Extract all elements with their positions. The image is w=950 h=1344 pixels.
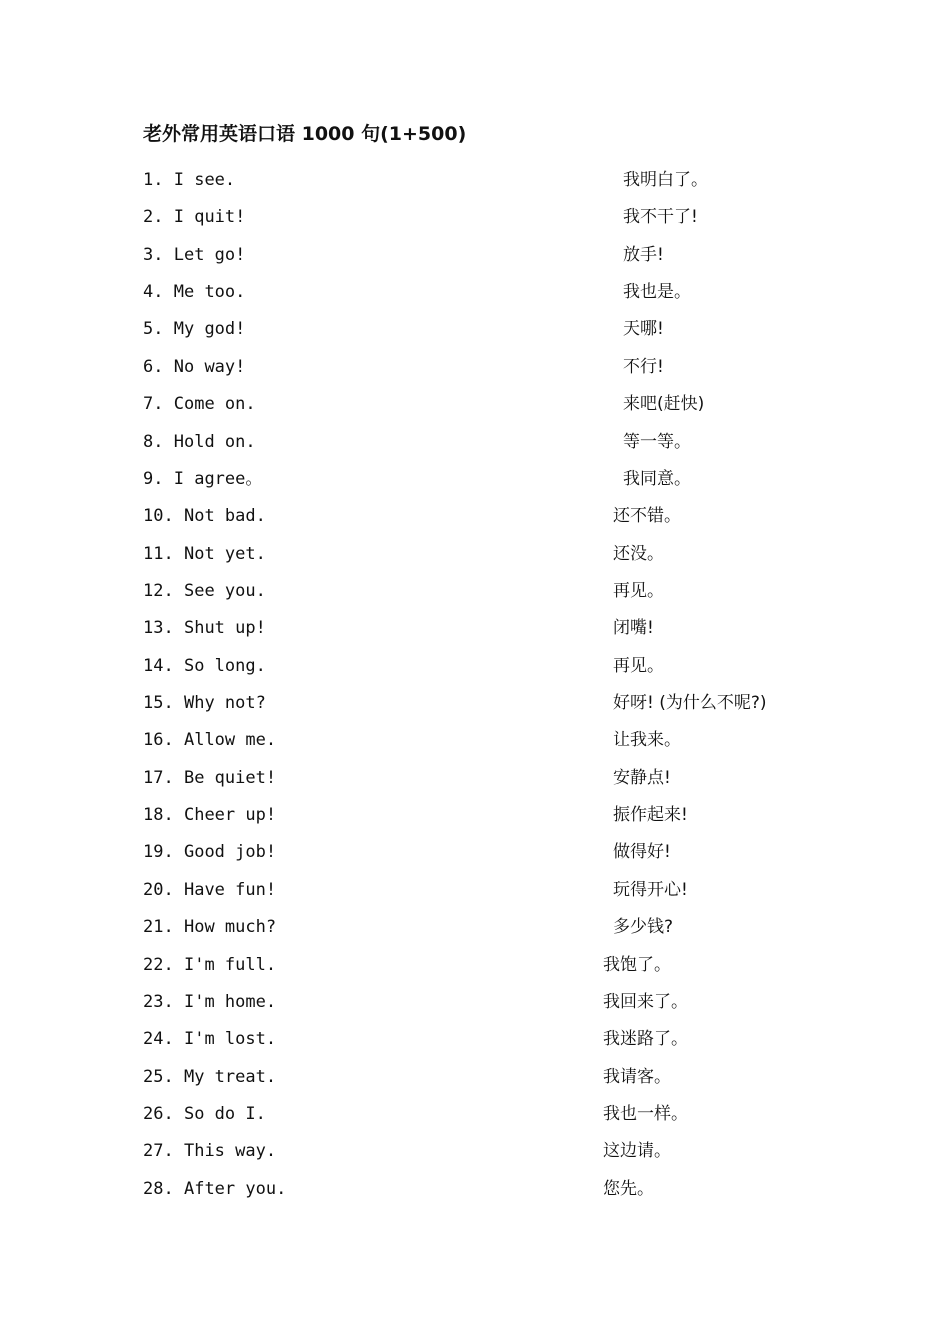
- phrase-english: [143, 1021, 276, 1058]
- phrase-chinese: 这边请。: [603, 1141, 671, 1162]
- phrase-english-text: After you.: [183, 1178, 287, 1199]
- phrase-chinese: 我迷路了。: [603, 1029, 688, 1050]
- phrase-number: 20.: [143, 879, 174, 900]
- phrase-chinese: 天哪!: [623, 319, 664, 340]
- phrase-english-text: I'm home.: [183, 991, 277, 1012]
- phrase-english-text: I'm lost.: [183, 1029, 277, 1050]
- phrase-number: 10.: [143, 506, 174, 527]
- phrase-chinese: 闭嘴!: [613, 618, 654, 639]
- phrase-row: [0, 1096, 950, 1133]
- phrase-english: [143, 610, 266, 647]
- phrase-english: [143, 909, 276, 946]
- phrase-number: 14.: [143, 655, 174, 676]
- phrase-chinese: 安静点!: [613, 767, 671, 788]
- phrase-english-text: Come on.: [173, 394, 256, 415]
- phrase-english: [143, 274, 245, 311]
- phrase-chinese: 多少钱?: [613, 917, 674, 938]
- phrase-english-text: Be quiet!: [183, 767, 277, 788]
- phrase-number: 7.: [143, 394, 164, 415]
- phrase-number: 28.: [143, 1178, 174, 1199]
- phrase-number: 19.: [143, 842, 174, 863]
- phrase-row: [0, 498, 950, 535]
- phrase-number: 1.: [143, 170, 164, 190]
- phrase-number: 16.: [143, 730, 174, 751]
- phrase-row: [0, 872, 950, 909]
- phrase-number: 11.: [143, 543, 174, 564]
- phrase-english: [143, 947, 276, 984]
- phrase-number: 13.: [143, 618, 174, 639]
- phrase-number: 9.: [143, 468, 164, 489]
- phrase-chinese: 做得好!: [613, 842, 671, 863]
- phrase-chinese: 我不干了!: [623, 207, 698, 228]
- phrase-number: 21.: [143, 917, 174, 938]
- phrase-chinese: 我明白了。: [623, 170, 708, 190]
- phrase-english-text: Me too.: [173, 282, 246, 303]
- phrase-number: 4.: [143, 282, 164, 303]
- phrase-row: [0, 536, 950, 573]
- phrase-english: [143, 573, 266, 610]
- phrase-row: [0, 573, 950, 610]
- phrase-number: 22.: [143, 954, 174, 975]
- phrase-number: 6.: [143, 356, 164, 377]
- phrase-row: [0, 722, 950, 759]
- phrase-chinese: 再见。: [613, 580, 664, 601]
- phrase-english: [143, 311, 245, 348]
- phrase-row: [0, 424, 950, 461]
- phrase-english: [143, 237, 245, 274]
- phrase-row: [0, 349, 950, 386]
- phrase-english-text: Not bad.: [183, 506, 266, 527]
- phrase-english-text: How much?: [183, 917, 277, 938]
- phrase-list: [0, 162, 950, 1208]
- phrase-row: [0, 461, 950, 498]
- phrase-english-text: Shut up!: [183, 618, 266, 639]
- phrase-row: [0, 685, 950, 722]
- phrase-english: [143, 199, 245, 236]
- phrase-number: 2.: [143, 207, 164, 228]
- phrase-english: [143, 461, 262, 498]
- phrase-number: 25.: [143, 1066, 174, 1087]
- phrase-english-text: Cheer up!: [183, 805, 277, 826]
- phrase-number: 26.: [143, 1103, 174, 1124]
- phrase-english-text: Hold on.: [173, 431, 256, 452]
- phrase-chinese: 来吧(赶快): [623, 394, 705, 415]
- phrase-english: [143, 349, 245, 386]
- phrase-number: 27.: [143, 1141, 174, 1162]
- phrase-number: 18.: [143, 805, 174, 826]
- phrase-row: [0, 797, 950, 834]
- phrase-english: [143, 1096, 266, 1133]
- phrase-chinese: 等一等。: [623, 431, 691, 452]
- phrase-chinese: 我饱了。: [603, 954, 671, 975]
- phrase-chinese: 我也是。: [623, 282, 691, 303]
- phrase-english-text: No way!: [173, 356, 246, 377]
- phrase-english-text: I quit!: [173, 207, 246, 228]
- phrase-english: [143, 536, 266, 573]
- phrase-row: [0, 311, 950, 348]
- phrase-number: 12.: [143, 580, 174, 601]
- phrase-english-text: See you.: [183, 580, 266, 601]
- phrase-row: [0, 1021, 950, 1058]
- phrase-row: [0, 648, 950, 685]
- phrase-english-text: I'm full.: [183, 954, 277, 975]
- phrase-english-text: Let go!: [173, 244, 246, 265]
- phrase-number: 17.: [143, 767, 174, 788]
- phrase-number: 23.: [143, 991, 174, 1012]
- phrase-english: [143, 797, 276, 834]
- phrase-english: [143, 984, 276, 1021]
- phrase-english-text: Good job!: [183, 842, 277, 863]
- phrase-english: [143, 834, 276, 871]
- phrase-row: [0, 610, 950, 647]
- phrase-chinese: 不行!: [623, 356, 664, 377]
- phrase-number: 5.: [143, 319, 164, 340]
- phrase-row: [0, 984, 950, 1021]
- phrase-english: [143, 685, 266, 722]
- phrase-number: 24.: [143, 1029, 174, 1050]
- phrase-chinese: 让我来。: [613, 730, 681, 751]
- phrase-chinese: 还没。: [613, 543, 664, 564]
- phrase-english: [143, 386, 256, 423]
- phrase-row: [0, 237, 950, 274]
- phrase-english-text: I see.: [173, 170, 236, 190]
- phrase-english: [143, 1133, 276, 1170]
- phrase-english: [143, 424, 256, 461]
- phrase-english: [143, 648, 266, 685]
- phrase-english-text: Not yet.: [183, 543, 266, 564]
- phrase-row: [0, 1171, 950, 1208]
- phrase-english: [143, 162, 235, 199]
- phrase-chinese: 玩得开心!: [613, 879, 688, 900]
- phrase-number: 8.: [143, 431, 164, 452]
- phrase-english-text: Why not?: [183, 693, 266, 714]
- phrase-row: [0, 274, 950, 311]
- phrase-row: [0, 909, 950, 946]
- phrase-english: [143, 498, 266, 535]
- phrase-chinese: 我请客。: [603, 1066, 671, 1087]
- phrase-chinese: 您先。: [603, 1178, 654, 1199]
- phrase-row: [0, 834, 950, 871]
- phrase-chinese: 放手!: [623, 244, 664, 265]
- phrase-row: [0, 1059, 950, 1096]
- phrase-english-text: This way.: [183, 1141, 277, 1162]
- phrase-english: [143, 722, 276, 759]
- phrase-number: 3.: [143, 244, 164, 265]
- phrase-english-text: I agree。: [173, 468, 263, 489]
- phrase-row: [0, 760, 950, 797]
- phrase-english-text: So long.: [183, 655, 266, 676]
- phrase-row: [0, 1133, 950, 1170]
- phrase-chinese: 我回来了。: [603, 991, 688, 1012]
- phrase-chinese: 还不错。: [613, 506, 681, 527]
- phrase-english-text: My god!: [173, 319, 246, 340]
- phrase-row: [0, 386, 950, 423]
- phrase-english-text: Have fun!: [183, 879, 277, 900]
- phrase-number: 15.: [143, 693, 174, 714]
- phrase-english: [143, 1059, 276, 1096]
- phrase-chinese: 我也一样。: [603, 1103, 688, 1124]
- phrase-english-text: My treat.: [183, 1066, 277, 1087]
- phrase-chinese: 振作起来!: [613, 805, 688, 826]
- phrase-row: [0, 162, 950, 199]
- phrase-row: [0, 947, 950, 984]
- phrase-chinese: 再见。: [613, 655, 664, 676]
- phrase-english-text: So do I.: [183, 1103, 266, 1124]
- phrase-chinese: 我同意。: [623, 468, 691, 489]
- phrase-english: [143, 1171, 286, 1208]
- phrase-english: [143, 872, 276, 909]
- phrase-chinese: 好呀! (为什么不呢?): [613, 693, 767, 714]
- phrase-english: [143, 760, 276, 797]
- phrase-row: [0, 199, 950, 236]
- phrase-english-text: Allow me.: [183, 730, 277, 751]
- document-title: 老外常用英语口语 1000 句(1+500): [143, 123, 467, 145]
